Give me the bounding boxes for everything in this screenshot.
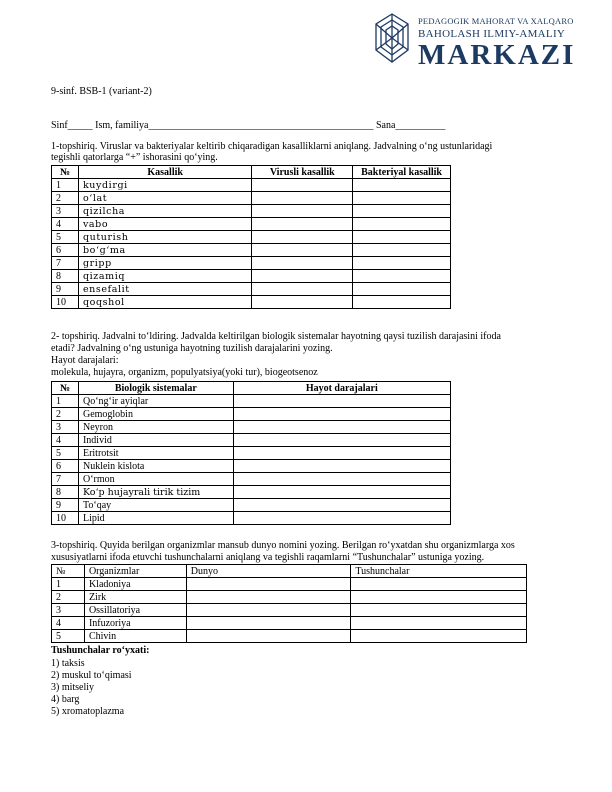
col-header-virusli: Virusli kasallik	[252, 166, 353, 179]
answer-cell-tushunchalar[interactable]	[351, 578, 527, 591]
disease-name: ensefalit	[78, 283, 251, 296]
table-row	[52, 460, 451, 473]
col-header-organizmlar: Organizmlar	[84, 565, 186, 578]
answer-cell-bacteria[interactable]	[353, 257, 451, 270]
table-row	[52, 179, 451, 192]
table-row	[52, 486, 451, 499]
task2-table	[51, 381, 451, 525]
answer-cell-bacteria[interactable]	[353, 231, 451, 244]
task2-levels-list: molekula, hujayra, organizm, populyatsiya(yoki tur), biogeotsenoz	[51, 367, 318, 378]
system-name: To‘qay	[78, 499, 233, 512]
table-row	[52, 296, 451, 309]
row-number: 5	[52, 231, 79, 244]
row-number: 3	[52, 421, 79, 434]
answer-cell-level[interactable]	[233, 395, 450, 408]
answer-cell-tushunchalar[interactable]	[351, 604, 527, 617]
answer-cell-level[interactable]	[233, 486, 450, 499]
system-name: Individ	[78, 434, 233, 447]
row-number: 3	[52, 604, 85, 617]
row-number: 7	[52, 473, 79, 486]
logo-line-3: MARKAZI	[418, 39, 576, 71]
answer-cell-bacteria[interactable]	[353, 179, 451, 192]
table-row	[52, 244, 451, 257]
answer-cell-level[interactable]	[233, 460, 450, 473]
answer-cell-level[interactable]	[233, 512, 450, 525]
col-header-hayot: Hayot darajalari	[233, 382, 450, 395]
table-row	[52, 591, 527, 604]
answer-cell-virus[interactable]	[252, 205, 353, 218]
row-number: 4	[52, 218, 79, 231]
list-item: 1) taksis	[51, 658, 85, 669]
row-number: 10	[52, 296, 79, 309]
row-number: 6	[52, 244, 79, 257]
system-name: Nuklein kislota	[78, 460, 233, 473]
answer-cell-virus[interactable]	[252, 283, 353, 296]
answer-cell-tushunchalar[interactable]	[351, 617, 527, 630]
row-number: 5	[52, 630, 85, 643]
table-row	[52, 395, 451, 408]
organism-name: Chivin	[84, 630, 186, 643]
concepts-list-title: Tushunchalar ro‘yxati:	[51, 645, 150, 656]
organism-name: Ossillatoriya	[84, 604, 186, 617]
logo-line-2: BAHOLASH ILMIY-AMALIY	[418, 28, 566, 40]
row-number: 7	[52, 257, 79, 270]
task3-instruction-line2: xususiyatlarni ifoda etuvchi tushunchalarni aniqlang va tegishli raqamlarni “Tushunchalar” ustuniga yozing.	[51, 552, 485, 563]
task2-instruction-line1: 2- topshiriq. Jadvalni to‘ldiring. Jadvalda keltirilgan biologik sistemalar hayotning qaysi tuzilish darajasini ifoda	[51, 331, 501, 342]
answer-cell-bacteria[interactable]	[353, 192, 451, 205]
answer-cell-bacteria[interactable]	[353, 270, 451, 283]
disease-name: vabo	[78, 218, 251, 231]
system-name: Gemoglobin	[78, 408, 233, 421]
row-number: 2	[52, 192, 79, 205]
col-header-kasallik: Kasallik	[78, 166, 251, 179]
answer-cell-level[interactable]	[233, 447, 450, 460]
disease-name: quturish	[78, 231, 251, 244]
answer-cell-level[interactable]	[233, 421, 450, 434]
organism-name: Kladoniya	[84, 578, 186, 591]
system-name: Neyron	[78, 421, 233, 434]
answer-cell-tushunchalar[interactable]	[351, 630, 527, 643]
answer-cell-virus[interactable]	[252, 231, 353, 244]
row-number: 4	[52, 434, 79, 447]
answer-cell-tushunchalar[interactable]	[351, 591, 527, 604]
answer-cell-level[interactable]	[233, 434, 450, 447]
row-number: 1	[52, 395, 79, 408]
answer-cell-dunyo[interactable]	[186, 578, 351, 591]
table-header-row	[52, 565, 527, 578]
table-row	[52, 447, 451, 460]
row-number: 6	[52, 460, 79, 473]
task2-levels-heading: Hayot darajalari:	[51, 355, 119, 366]
system-name: Qo‘ng‘ir ayiqlar	[78, 395, 233, 408]
answer-cell-virus[interactable]	[252, 179, 353, 192]
task2-instruction-line2: etadi? Jadvalning o‘ng ustuniga hayotning tuzilish darajalarini yozing.	[51, 343, 333, 354]
table-header-row	[52, 166, 451, 179]
col-header-dunyo: Dunyo	[186, 565, 351, 578]
col-header-number: №	[52, 166, 79, 179]
table-row	[52, 604, 527, 617]
answer-cell-virus[interactable]	[252, 257, 353, 270]
task3-instruction-line1: 3-topshiriq. Quyida berilgan organizmlar mansub dunyo nomini yozing. Berilgan ro‘yxatdan shu organizmlarga xos	[51, 540, 515, 551]
answer-cell-virus[interactable]	[252, 192, 353, 205]
table-row	[52, 578, 527, 591]
table-row	[52, 617, 527, 630]
list-item: 2) muskul to‘qimasi	[51, 670, 132, 681]
table-row	[52, 218, 451, 231]
system-name: Ko‘p hujayrali tirik tizim	[78, 486, 233, 499]
col-header-biologik: Biologik sistemalar	[78, 382, 233, 395]
disease-name: qizilcha	[78, 205, 251, 218]
row-number: 3	[52, 205, 79, 218]
answer-cell-virus[interactable]	[252, 218, 353, 231]
disease-name: gripp	[78, 257, 251, 270]
row-number: 1	[52, 179, 79, 192]
table-row	[52, 499, 451, 512]
answer-cell-level[interactable]	[233, 408, 450, 421]
organism-name: Infuzoriya	[84, 617, 186, 630]
task1-table	[51, 165, 451, 309]
answer-cell-bacteria[interactable]	[353, 296, 451, 309]
table-row	[52, 512, 451, 525]
row-number: 9	[52, 283, 79, 296]
row-number: 9	[52, 499, 79, 512]
row-number: 8	[52, 486, 79, 499]
col-header-bakteriyal: Bakteriyal kasallik	[353, 166, 451, 179]
row-number: 5	[52, 447, 79, 460]
answer-cell-dunyo[interactable]	[186, 604, 351, 617]
row-number: 2	[52, 408, 79, 421]
table-row	[52, 630, 527, 643]
organism-name: Zirk	[84, 591, 186, 604]
answer-cell-bacteria[interactable]	[353, 244, 451, 257]
disease-name: kuydirgi	[78, 179, 251, 192]
row-number: 4	[52, 617, 85, 630]
answer-cell-virus[interactable]	[252, 244, 353, 257]
col-header-number: №	[52, 565, 85, 578]
table-row	[52, 408, 451, 421]
row-number: 1	[52, 578, 85, 591]
table-row	[52, 434, 451, 447]
table-row	[52, 205, 451, 218]
table-row	[52, 192, 451, 205]
col-header-number: №	[52, 382, 79, 395]
row-number: 8	[52, 270, 79, 283]
answer-cell-level[interactable]	[233, 473, 450, 486]
answer-cell-level[interactable]	[233, 499, 450, 512]
answer-cell-dunyo[interactable]	[186, 617, 351, 630]
table-row	[52, 473, 451, 486]
markazi-emblem-icon	[370, 10, 414, 72]
disease-name: qoqshol	[78, 296, 251, 309]
task1-instruction-line1: 1-topshiriq. Viruslar va bakteriyalar keltirib chiqaradigan kasalliklarni aniqlang. Jadvalning o‘ng ustunlaridagi	[51, 141, 493, 152]
task3-table	[51, 564, 527, 643]
table-row	[52, 257, 451, 270]
logo-line-1: PEDAGOGIK MAHORAT VA XALQARO	[418, 16, 574, 26]
table-row	[52, 270, 451, 283]
answer-cell-dunyo[interactable]	[186, 630, 351, 643]
system-name: Eritrotsit	[78, 447, 233, 460]
answer-cell-virus[interactable]	[252, 296, 353, 309]
list-item: 3) mitseliy	[51, 682, 95, 693]
table-row	[52, 421, 451, 434]
system-name: Lipid	[78, 512, 233, 525]
disease-name: o‘lat	[78, 192, 251, 205]
list-item: 5) xromatoplazma	[51, 706, 125, 717]
disease-name: qizamiq	[78, 270, 251, 283]
system-name: O‘rmon	[78, 473, 233, 486]
col-header-tushunchalar: Tushunchalar	[351, 565, 527, 578]
answer-cell-bacteria[interactable]	[353, 218, 451, 231]
table-row	[52, 283, 451, 296]
logo	[370, 10, 576, 72]
task1-instruction-line2: tegishli qatorlarga “+” ishorasini qo‘ying.	[51, 152, 218, 163]
answer-cell-dunyo[interactable]	[186, 591, 351, 604]
row-number: 10	[52, 512, 79, 525]
answer-cell-virus[interactable]	[252, 270, 353, 283]
table-row	[52, 231, 451, 244]
row-number: 2	[52, 591, 85, 604]
student-info-line: Sinf_____ Ism, familiya_____________________________________________ Sana__________	[51, 120, 446, 131]
disease-name: bo‘g‘ma	[78, 244, 251, 257]
table-header-row	[52, 382, 451, 395]
document-title: 9-sinf. BSB-1 (variant-2)	[51, 86, 152, 97]
answer-cell-bacteria[interactable]	[353, 205, 451, 218]
list-item: 4) barg	[51, 694, 80, 705]
answer-cell-bacteria[interactable]	[353, 283, 451, 296]
